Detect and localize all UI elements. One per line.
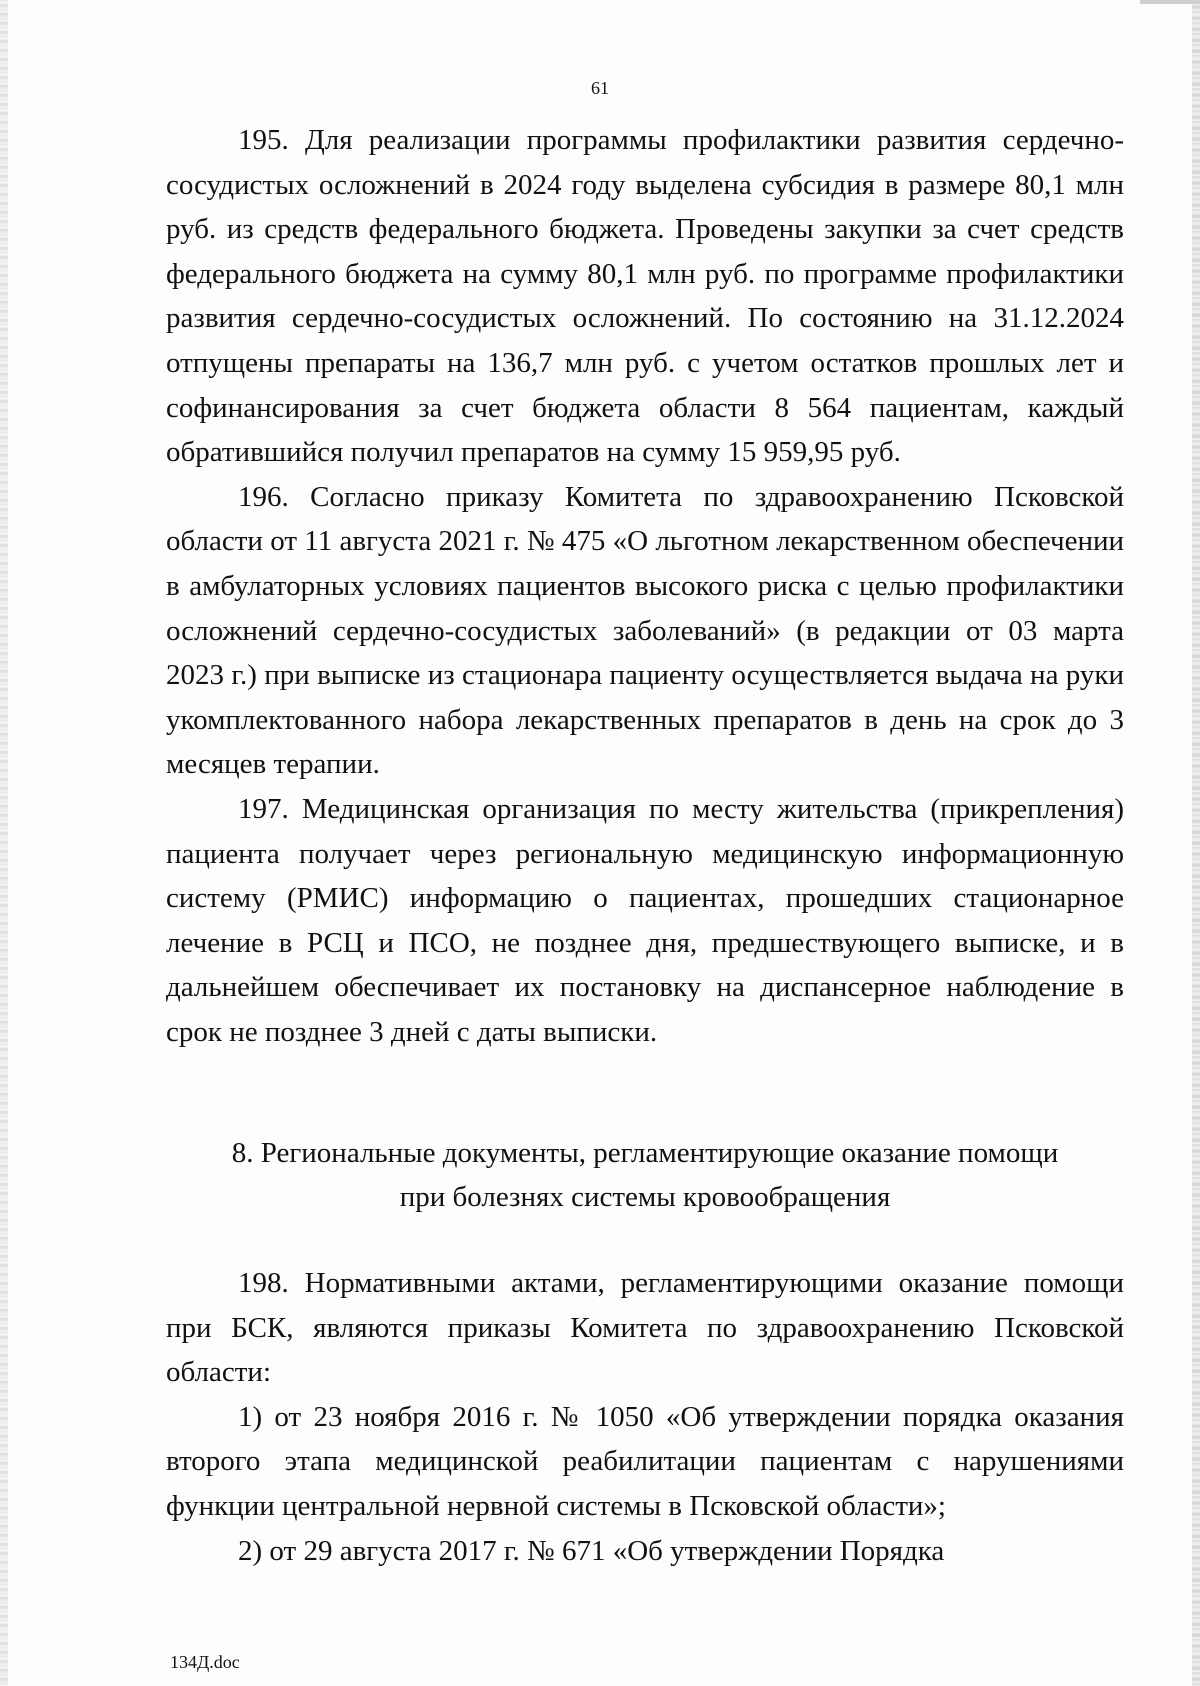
- scan-edge-left: [0, 0, 8, 1686]
- list-item-2: 2) от 29 августа 2017 г. № 671 «Об утверждении Порядка: [238, 1534, 945, 1567]
- page-number: 61: [591, 78, 609, 98]
- paragraph-195: 195. Для реализации программы профилактики развития сердечно-сосудистых осложнений в 2024 году выделена субсидия в размере 80,1 млн руб. из средств федерального бюджета. Проведены закупки за счет средств федерального бюджета на сумму 80,1 млн руб. по программе профилактики развития сердечно-сосудистых осложнений. По состоянию на 31.12.2024 отпущены препараты на 136,7 млн руб. с учетом остатков прошлых лет и софинансирования за счет бюджета области 8 564 пациентам, каждый обратившийся получил препаратов на сумму 15 959,95 руб.: [166, 124, 1124, 469]
- scan-edge-right: [1192, 0, 1200, 1686]
- section-heading-line-1: 8. Региональные документы, регламентирующие оказание помощи: [231, 1137, 1059, 1169]
- paragraph-198: 198. Нормативными актами, регламентирующими оказание помощи при БСК, являются приказы Комитета по здравоохранению Псковской области:: [166, 1267, 1124, 1389]
- footer-filename: 134Д.doc: [170, 1652, 240, 1672]
- paragraph-196: 196. Согласно приказу Комитета по здравоохранению Псковской области от 11 августа 2021 г. № 475 «О льготном лекарственном обеспечении в амбулаторных условиях пациентов высокого риска с целью профилактики осложнений сердечно-сосудистых заболеваний» (в редакции от 03 марта 2023 г.) при выписке из стационара пациенту осуществляется выдача на руки укомплектованного набора лекарственных препаратов в день на срок до 3 месяцев терапии.: [166, 480, 1124, 781]
- scan-edge-top: [1140, 0, 1200, 4]
- section-heading-line-2: при болезнях системы кровообращения: [399, 1181, 891, 1213]
- body-text-top: [166, 118, 1124, 1054]
- list-item-1: 1) от 23 ноября 2016 г. № 1050 «Об утверждении порядка оказания второго этапа медицинской реабилитации пациентам с нарушениями функции центральной нервной системы в Псковской области»;: [166, 1400, 1124, 1522]
- body-text-bottom: [166, 1261, 1124, 1573]
- section-heading: [166, 1131, 1124, 1219]
- paragraph-197: 197. Медицинская организация по месту жительства (прикрепления) пациента получает через региональную медицинскую информационную систему (РМИС) информацию о пациентах, прошедших стационарное лечение в РСЦ и ПСО, не позднее дня, предшествующего выписке, и в дальнейшем обеспечивает их постановку на диспансерное наблюдение в срок не позднее 3 дней с даты выписки.: [166, 792, 1124, 1048]
